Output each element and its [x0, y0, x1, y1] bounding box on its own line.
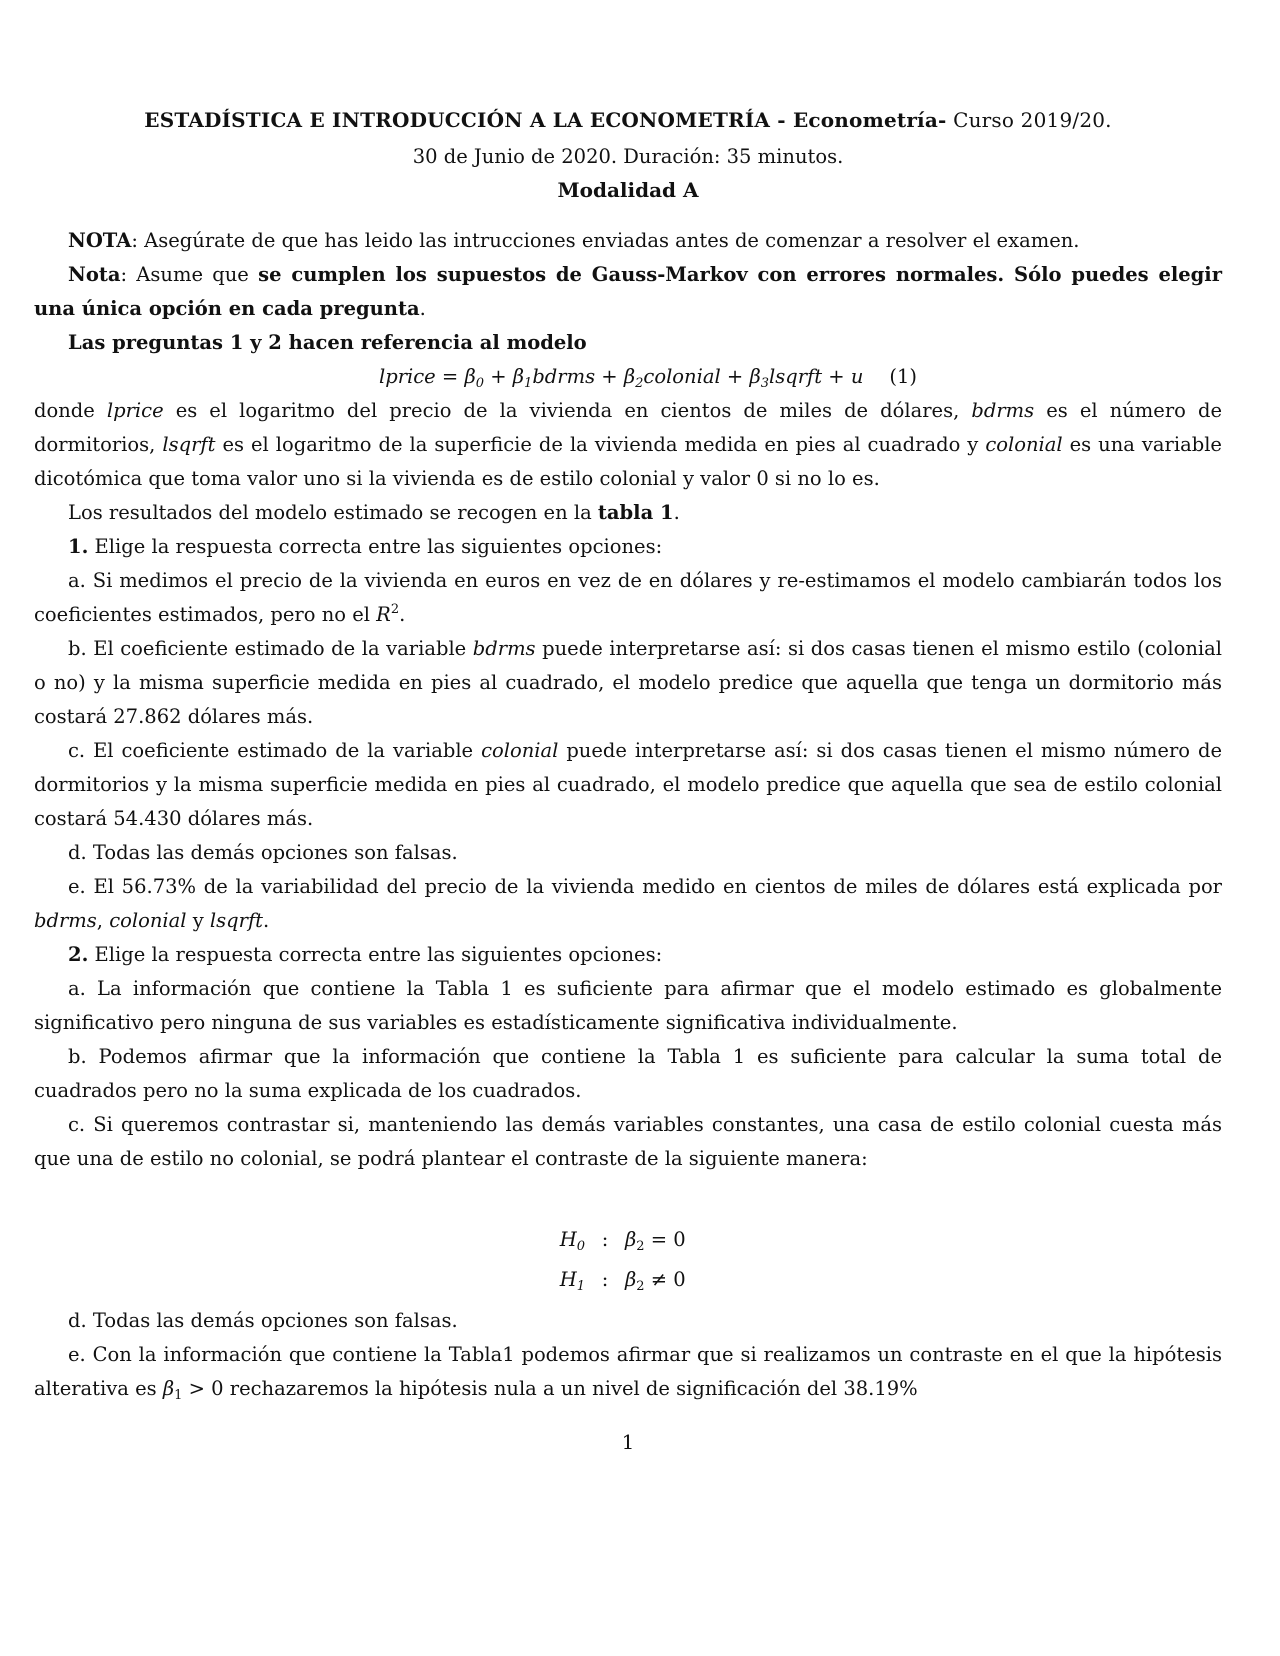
option-variable: bdrms — [34, 909, 97, 932]
table-reference: tabla 1 — [597, 501, 674, 524]
exam-title-bold: ESTADÍSTICA E INTRODUCCIÓN A LA ECONOMETRÍA - Econometría- — [144, 108, 947, 132]
question-1-prompt — [34, 530, 1222, 564]
note-text: : Asume que — [120, 263, 259, 286]
q1-option-a[interactable] — [34, 564, 1222, 632]
q2-option-c[interactable]: c. Si queremos contrastar si, manteniendo las demás variables constantes, una casa de estilo colonial cuesta más que una de estilo no colonial, se podrá plantear el contraste de la siguiente manera: — [34, 1113, 1222, 1170]
exam-title — [0, 108, 1256, 132]
option-text: a. Si medimos el precio de la vivienda en euros en vez de en dólares y re-estimamos el modelo cambiarán todos los coeficientes estimados, pero no el — [34, 569, 1222, 626]
eq-part: + u — [822, 365, 864, 388]
hyp-subscript: 2 — [636, 1279, 645, 1294]
hyp-relation: ≠ 0 — [644, 1268, 686, 1291]
option-text: . — [399, 603, 406, 626]
hyp-subscript: 0 — [576, 1239, 585, 1254]
question-prompt: Elige la respuesta correcta entre las siguientes opciones: — [88, 535, 663, 558]
hyp-label: H — [559, 1228, 577, 1251]
eq-part: + β — [720, 365, 761, 388]
eq-variable: bdrms — [532, 365, 596, 388]
hyp-colon: : — [601, 1228, 609, 1251]
desc-text: donde — [34, 399, 107, 422]
option-text: , — [96, 909, 110, 932]
option-subscript: 1 — [174, 1388, 183, 1403]
hyp-beta: β — [625, 1228, 637, 1251]
eq-lhs: lprice — [378, 365, 436, 388]
option-text: > 0 rechazaremos la hipótesis nula a un nivel de significación del 38.19% — [182, 1377, 918, 1400]
page-number: 1 — [621, 1430, 635, 1454]
results-text: . — [673, 501, 680, 524]
q1-option-e[interactable] — [34, 870, 1222, 938]
option-text: c. El coeficiente estimado de la variable — [68, 739, 482, 762]
eq-subscript: 0 — [475, 376, 485, 391]
eq-subscript: 3 — [760, 376, 769, 391]
option-text: e. Con la información que contiene la Tabla1 podemos afirmar que si realizamos un contraste en el que la hipótesis alterativa es — [34, 1343, 1222, 1400]
hyp-colon: : — [601, 1268, 609, 1291]
eq-part: = β — [435, 365, 476, 388]
eq-part: + β — [484, 365, 525, 388]
equation-number: (1) — [889, 365, 918, 388]
q1-option-d[interactable]: d. Todas las demás opciones son falsas. — [68, 841, 458, 864]
model-intro-text: Las preguntas 1 y 2 hacen referencia al modelo — [68, 331, 587, 354]
option-text: e. El 56.73% de la variabilidad del precio de la vivienda medido en cientos de miles de dólares está explicada por — [68, 875, 1222, 898]
var-lsqrft: lsqrft — [162, 433, 216, 456]
hyp-subscript: 2 — [636, 1239, 645, 1254]
exam-date-duration: 30 de Junio de 2020. Duración: 35 minutos. — [412, 145, 844, 168]
desc-text: es el número de dormitorios, — [34, 399, 1222, 456]
option-variable: colonial — [109, 909, 187, 932]
desc-text: es el logaritmo del precio de la vivienda en cientos de miles de dólares, — [163, 399, 972, 422]
q2-option-e[interactable] — [34, 1338, 1222, 1406]
note-label: NOTA — [68, 229, 132, 252]
desc-text: es una variable dicotómica que toma valor uno si la vivienda es de estilo colonial y valor 0 si no lo es. — [34, 433, 1222, 490]
option-superscript: 2 — [390, 602, 400, 617]
eq-subscript: 2 — [635, 376, 644, 391]
note-instructions — [34, 224, 1222, 258]
hyp-beta: β — [625, 1268, 637, 1291]
results-reference — [34, 496, 1222, 530]
q1-option-b[interactable] — [34, 632, 1222, 734]
variable-description — [34, 394, 1222, 496]
var-colonial: colonial — [985, 433, 1063, 456]
note-text: . — [419, 297, 426, 320]
option-text: . — [263, 909, 270, 932]
desc-text: es el logaritmo de la superficie de la vivienda medida en pies al cuadrado y — [215, 433, 986, 456]
model-intro — [34, 326, 1222, 360]
eq-subscript: 1 — [524, 376, 533, 391]
hyp-relation: = 0 — [644, 1228, 686, 1251]
var-lprice: lprice — [106, 399, 164, 422]
q2-option-a[interactable]: a. La información que contiene la Tabla 1 es suficiente para afirmar que el modelo estimado es globalmente significativo pero ninguna de sus variables es estadísticamente significativa individualmente. — [34, 977, 1222, 1034]
eq-variable: colonial — [643, 365, 721, 388]
eq-variable: lsqrft — [769, 365, 823, 388]
option-text: puede interpretarse así: si dos casas tienen el mismo número de dormitorios y la misma superficie medida en pies al cuadrado, el modelo predice que aquella que sea de estilo colonial costará 54.430 dólares más. — [34, 739, 1222, 830]
results-text: Los resultados del modelo estimado se recogen en la — [68, 501, 598, 524]
option-variable: colonial — [481, 739, 559, 762]
exam-modality: Modalidad A — [557, 178, 699, 202]
note-text: : Asegúrate de que has leido las intrucciones enviadas antes de comenzar a resolver el examen. — [131, 229, 1080, 252]
alternative-hypothesis — [528, 1260, 728, 1300]
var-bdrms: bdrms — [971, 399, 1035, 422]
question-2-prompt — [34, 938, 1222, 972]
note-assumptions — [34, 258, 1222, 326]
eq-part: + β — [595, 365, 636, 388]
hyp-label: H — [559, 1268, 577, 1291]
option-math: R — [376, 603, 391, 626]
exam-title-course: Curso 2019/20. — [946, 108, 1112, 132]
q2-option-b[interactable]: b. Podemos afirmar que la información que contiene la Tabla 1 es suficiente para calcular la suma total de cuadrados pero no la suma explicada de los cuadrados. — [34, 1045, 1222, 1102]
question-prompt: Elige la respuesta correcta entre las siguientes opciones: — [88, 943, 663, 966]
exam-body — [34, 224, 1222, 1406]
null-hypothesis — [528, 1220, 728, 1260]
option-text: b. El coeficiente estimado de la variable — [68, 637, 473, 660]
option-variable: bdrms — [472, 637, 536, 660]
option-variable: lsqrft — [209, 909, 264, 932]
hypothesis-block — [528, 1220, 728, 1300]
option-math: β — [162, 1377, 175, 1400]
q1-option-c[interactable] — [34, 734, 1222, 836]
question-number: 1. — [68, 535, 89, 558]
model-equation — [34, 360, 1222, 394]
option-text: puede interpretarse así: si dos casas tienen el mismo estilo (colonial o no) y la misma superficie medida en pies al cuadrado, el modelo predice que aquella que tenga un dormitorio más costará 27.862 dólares más. — [34, 637, 1223, 728]
question-number: 2. — [68, 943, 89, 966]
note-label: Nota — [68, 263, 121, 286]
hyp-subscript: 1 — [576, 1279, 585, 1294]
q2-option-d[interactable]: d. Todas las demás opciones son falsas. — [68, 1309, 458, 1332]
note-bold-text: se cumplen los supuestos de Gauss-Markov con errores normales. Sólo puedes elegir una única opción en cada pregunta — [34, 263, 1222, 320]
option-text: y — [186, 909, 210, 932]
